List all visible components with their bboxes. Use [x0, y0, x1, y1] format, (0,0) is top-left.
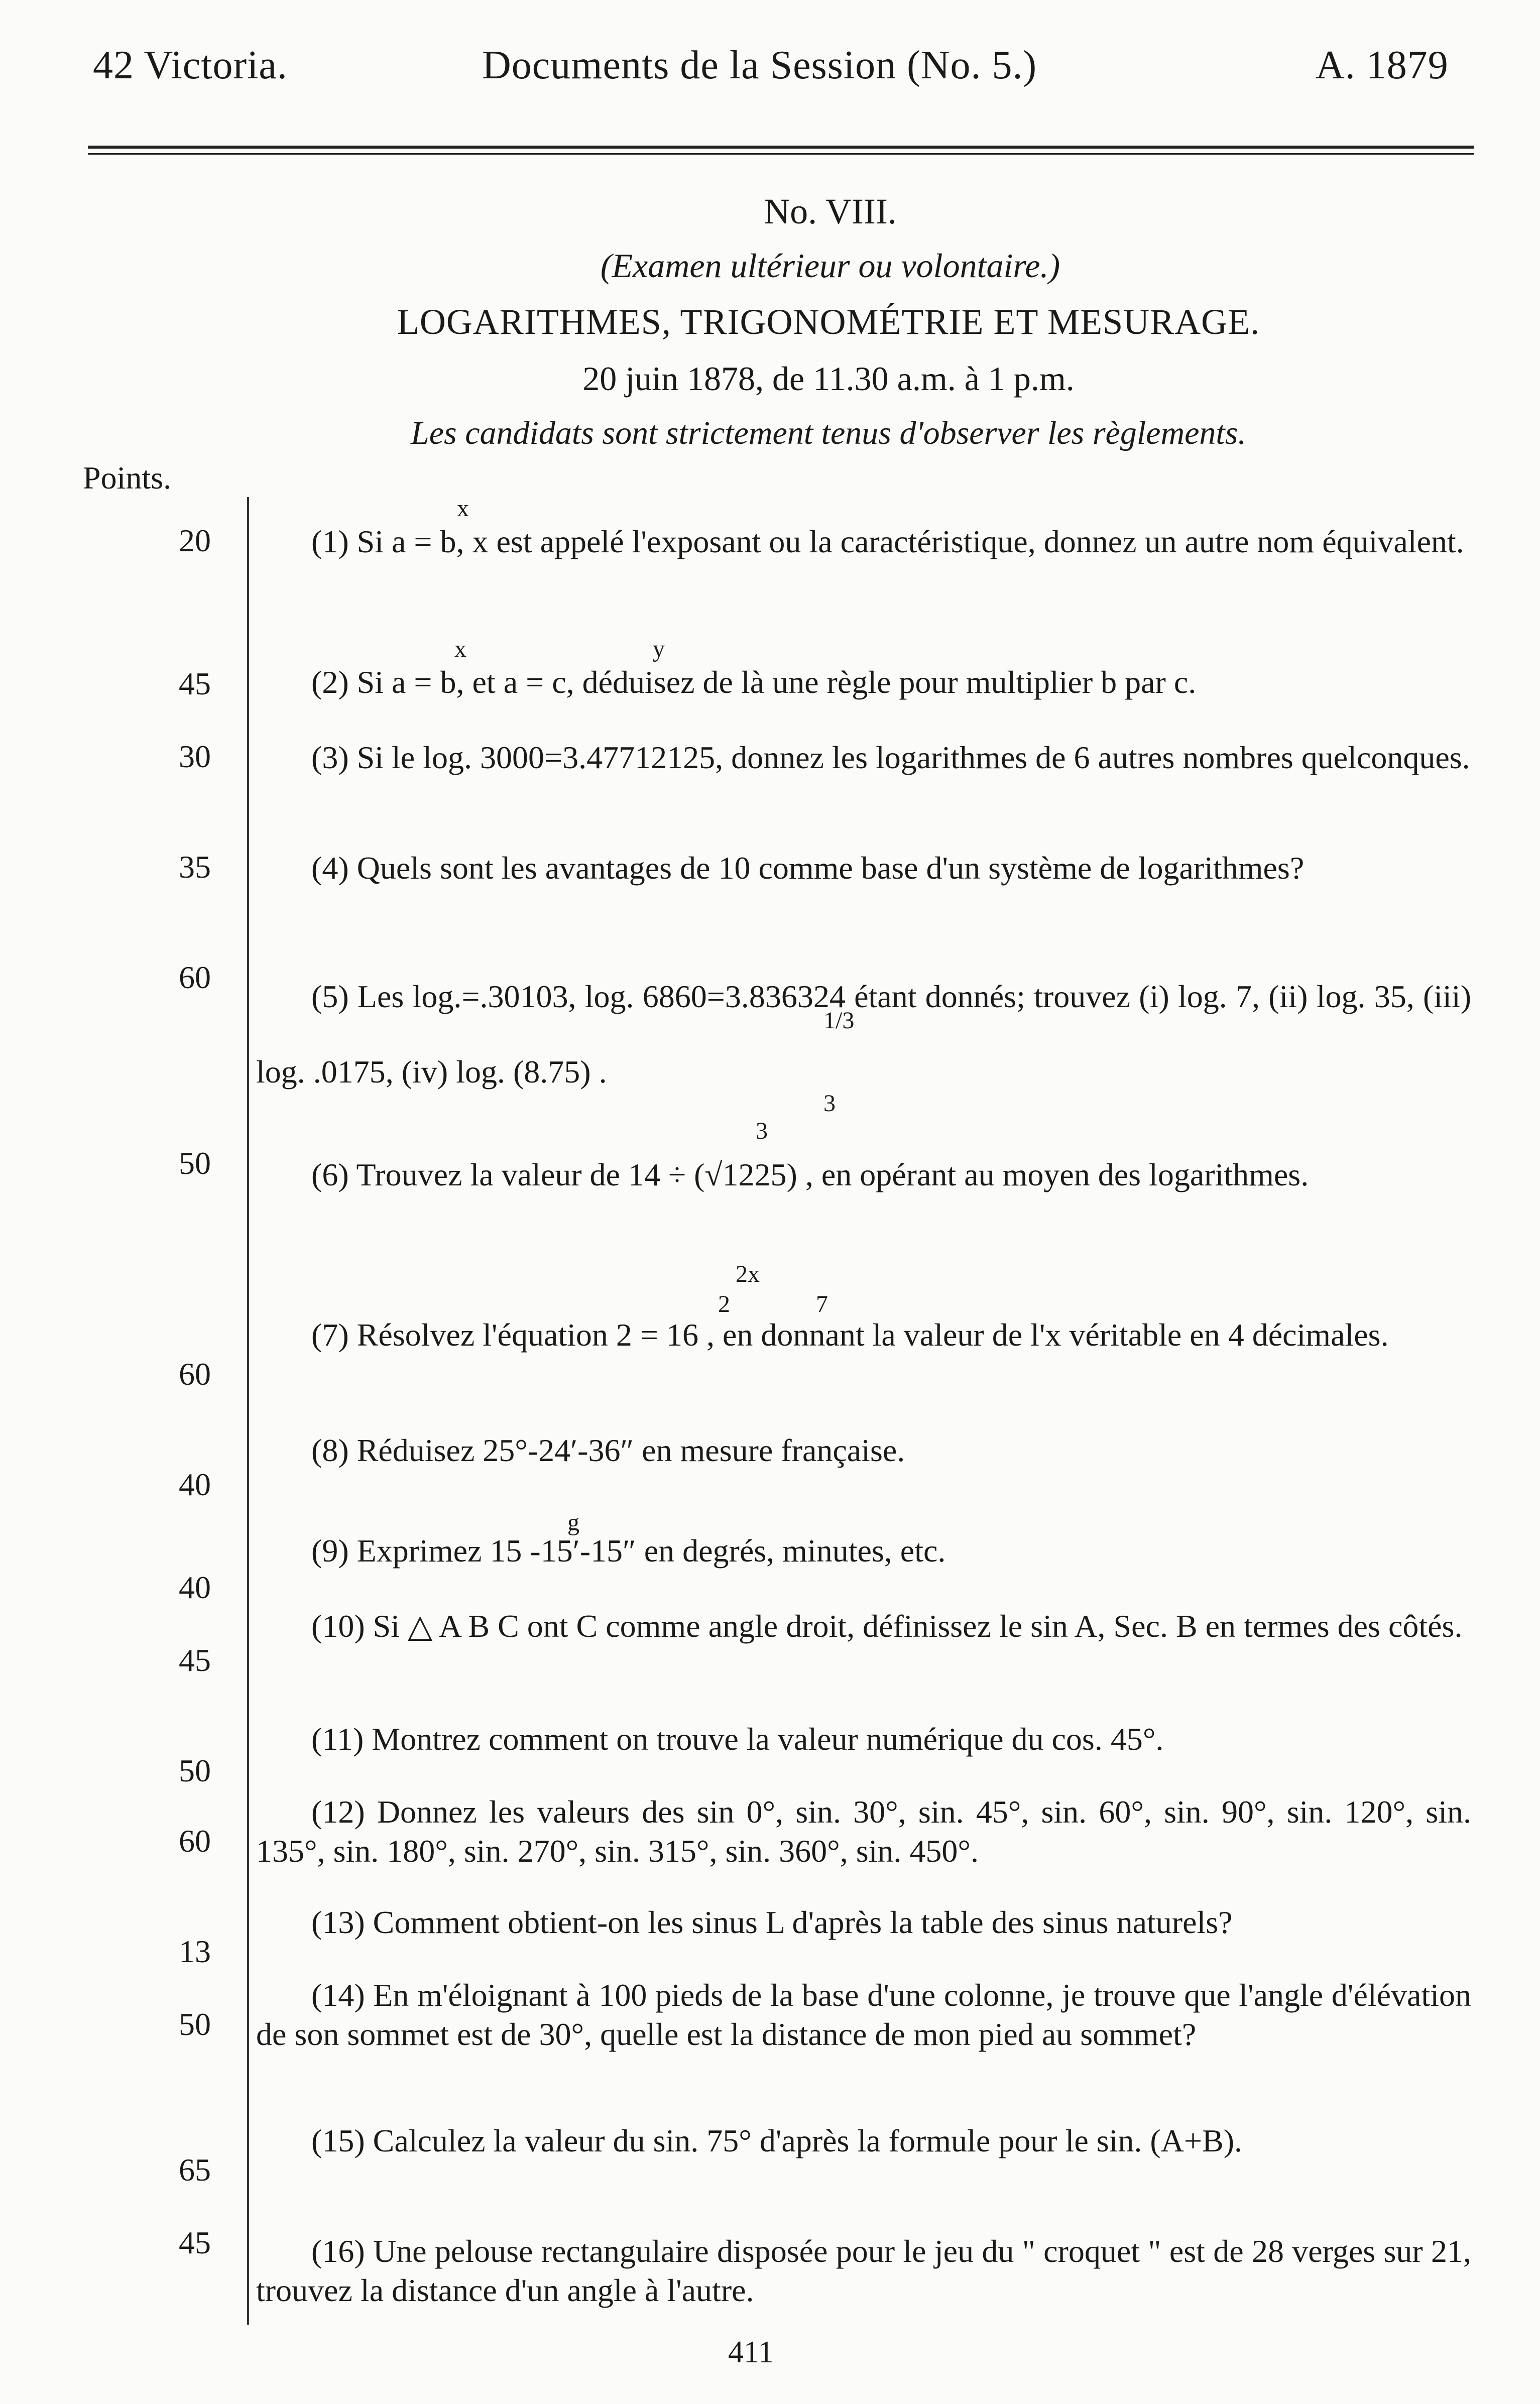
exam-date: 20 juin 1878, de 11.30 a.m. à 1 p.m.	[582, 359, 1075, 398]
question-8: (8) Réduisez 25°-24′-36″ en mesure française.	[311, 1432, 905, 1468]
question-16: (16) Une pelouse rectangulaire disposée pour le jeu du " croquet " est de 28 verges sur 21, trouvez la distance d'un angle à l'autre.	[256, 2233, 1471, 2308]
header-rule-bottom	[88, 153, 1474, 155]
exam-instructions: Les candidats sont strictement tenus d'observer les règlements.	[411, 415, 1246, 451]
header-year: A. 1879	[1316, 43, 1449, 87]
question-7: (7) Résolvez l'équation 2 = 16 , en donnant la valeur de l'x véritable en 4 décimales.	[311, 1317, 1389, 1353]
question-points: 45	[179, 2225, 211, 2260]
question-points: 50	[179, 1753, 211, 1788]
exam-number: No. VIII.	[764, 191, 897, 231]
page-number: 411	[728, 2335, 774, 2369]
question-5: (5) Les log.=.30103, log. 6860=3.836324 étant donnés; trouvez (i) log. 7, (ii) log. 35, (iii) log. .0175, (iv) log. (8.75) .	[256, 979, 1471, 1090]
exponent-mark: x	[457, 495, 469, 522]
question-points: 40	[179, 1467, 211, 1502]
exponent-mark: 7	[816, 1291, 828, 1317]
exam-subtitle: (Examen ultérieur ou volontaire.)	[600, 247, 1060, 285]
exponent-mark: g	[567, 1509, 579, 1536]
question-15: (15) Calculez la valeur du sin. 75° d'après la formule pour le sin. (A+B).	[311, 2123, 1243, 2158]
points-divider	[247, 497, 249, 2325]
exponent-mark: x	[454, 636, 466, 662]
question-points: 35	[179, 849, 211, 885]
header-rule-top	[88, 146, 1474, 149]
exponent-mark: 3	[823, 1090, 836, 1117]
points-column-header: Points.	[83, 460, 172, 496]
exam-title: LOGARITHMES, TRIGONOMÉTRIE ET MESURAGE.	[397, 302, 1260, 342]
question-11: (11) Montrez comment on trouve la valeur numérique du cos. 45°.	[311, 1721, 1164, 1757]
exponent-mark: 2x	[736, 1261, 760, 1287]
header-title: Documents de la Session (No. 5.)	[482, 43, 1037, 87]
exponent-mark: y	[653, 636, 665, 662]
question-points: 30	[179, 739, 211, 774]
question-points: 50	[179, 2006, 211, 2042]
question-points: 50	[179, 1145, 211, 1181]
exponent-mark: 3	[756, 1118, 768, 1144]
question-points: 45	[179, 1642, 211, 1678]
question-1: (1) Si a = b, x est appelé l'exposant ou la caractéristique, donnez un autre nom équivalent.	[311, 524, 1464, 559]
question-12: (12) Donnez les valeurs des sin 0°, sin. 30°, sin. 45°, sin. 60°, sin. 90°, sin. 120°, sin. 135°, sin. 180°, sin. 270°, sin. 315°, sin. 360°, sin. 450°.	[256, 1794, 1471, 1869]
question-points: 45	[179, 666, 211, 701]
question-points: 60	[179, 1356, 211, 1392]
header-volume: 42 Victoria.	[93, 43, 288, 87]
question-points: 40	[179, 1570, 211, 1605]
exponent-mark: 2	[718, 1291, 730, 1317]
question-9: (9) Exprimez 15 -15′-15″ en degrés, minutes, etc.	[311, 1533, 946, 1569]
question-points: 20	[179, 523, 211, 558]
question-points: 60	[179, 1823, 211, 1859]
question-14: (14) En m'éloignant à 100 pieds de la base d'une colonne, je trouve que l'angle d'élévation de son sommet est de 30°, quelle est la distance de mon pied au sommet?	[256, 1977, 1471, 2052]
question-3: (3) Si le log. 3000=3.47712125, donnez les logarithmes de 6 autres nombres quelconques.	[311, 740, 1470, 775]
question-6: (6) Trouvez la valeur de 14 ÷ (√1225) , en opérant au moyen des logarithmes.	[311, 1157, 1309, 1192]
question-2: (2) Si a = b, et a = c, déduisez de là une règle pour multiplier b par c.	[311, 664, 1197, 700]
exponent-mark: 1/3	[823, 1007, 855, 1034]
question-4: (4) Quels sont les avantages de 10 comme base d'un système de logarithmes?	[311, 850, 1305, 886]
question-points: 60	[179, 959, 211, 995]
question-13: (13) Comment obtient-on les sinus L d'après la table des sinus naturels?	[311, 1904, 1233, 1940]
question-points: 13	[179, 1934, 211, 1969]
question-10: (10) Si △ A B C ont C comme angle droit, définissez le sin A, Sec. B en termes des côtés.	[311, 1608, 1463, 1644]
question-points: 65	[179, 2152, 211, 2188]
